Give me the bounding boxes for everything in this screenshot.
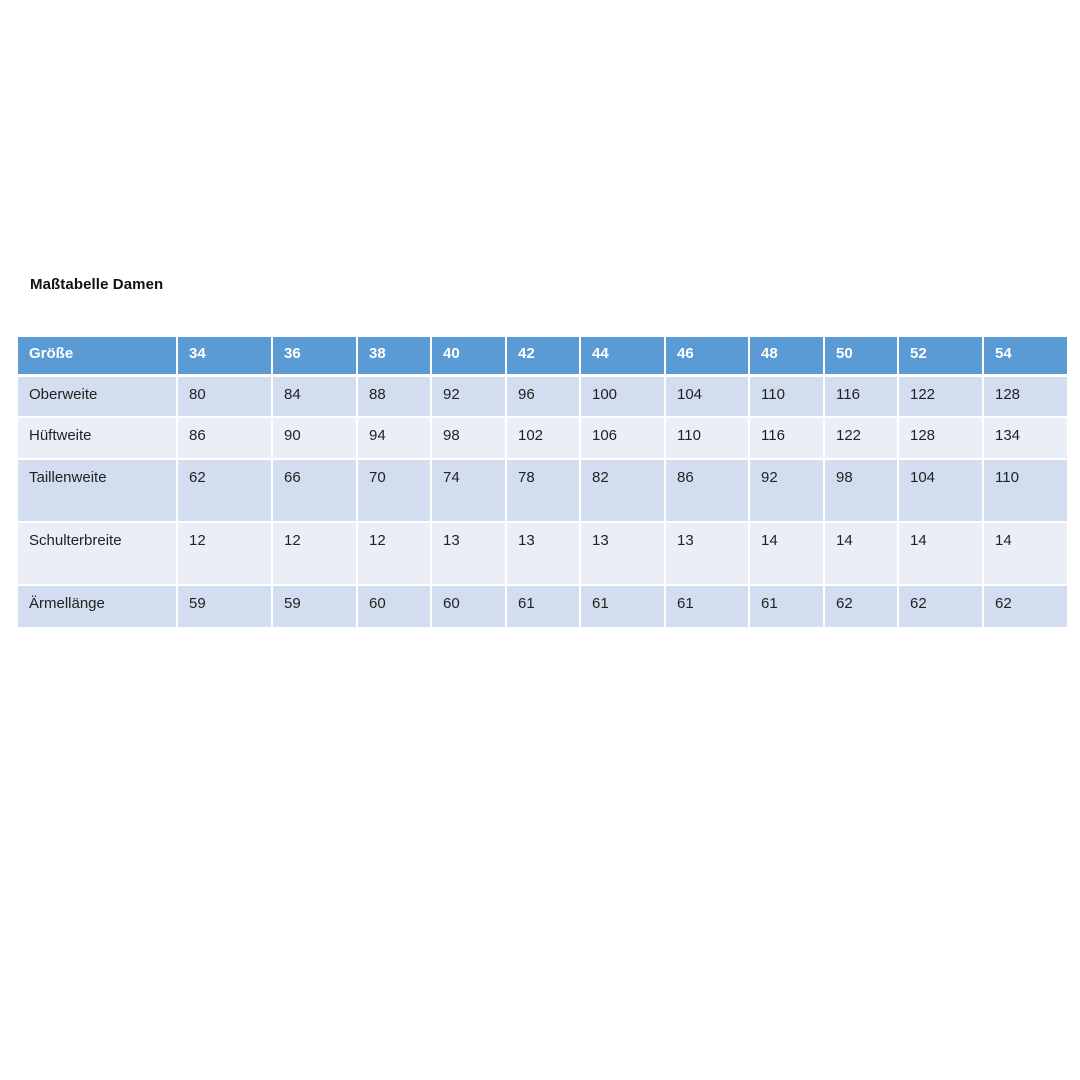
row-label: Ärmellänge <box>18 585 177 627</box>
table-cell: 90 <box>272 417 357 459</box>
table-row-oberweite <box>18 375 1067 417</box>
header-cell-size: 48 <box>749 337 824 375</box>
table-cell: 61 <box>665 585 749 627</box>
table-cell: 110 <box>749 375 824 417</box>
table-cell: 74 <box>431 459 506 522</box>
table-cell: 62 <box>983 585 1067 627</box>
table-cell: 66 <box>272 459 357 522</box>
table-cell: 14 <box>824 522 898 585</box>
header-cell-size: 50 <box>824 337 898 375</box>
table-cell: 12 <box>357 522 431 585</box>
table-cell: 110 <box>665 417 749 459</box>
table-cell: 122 <box>898 375 983 417</box>
table-cell: 59 <box>177 585 272 627</box>
table-cell: 94 <box>357 417 431 459</box>
table-cell: 13 <box>580 522 665 585</box>
table-cell: 86 <box>177 417 272 459</box>
table-body <box>18 375 1067 627</box>
table-cell: 60 <box>357 585 431 627</box>
table-cell: 61 <box>749 585 824 627</box>
table-cell: 80 <box>177 375 272 417</box>
table-cell: 12 <box>272 522 357 585</box>
table-cell: 134 <box>983 417 1067 459</box>
table-cell: 78 <box>506 459 580 522</box>
table-cell: 13 <box>431 522 506 585</box>
table-cell: 128 <box>898 417 983 459</box>
row-label: Schulterbreite <box>18 522 177 585</box>
table-cell: 104 <box>665 375 749 417</box>
table-header <box>18 337 1067 375</box>
table-cell: 92 <box>431 375 506 417</box>
header-cell-size: 54 <box>983 337 1067 375</box>
header-cell-size: 44 <box>580 337 665 375</box>
table-cell: 13 <box>506 522 580 585</box>
table-cell: 70 <box>357 459 431 522</box>
row-label: Oberweite <box>18 375 177 417</box>
table-cell: 110 <box>983 459 1067 522</box>
table-cell: 86 <box>665 459 749 522</box>
table-cell: 61 <box>506 585 580 627</box>
table-cell: 122 <box>824 417 898 459</box>
header-cell-size: 38 <box>357 337 431 375</box>
table-cell: 14 <box>983 522 1067 585</box>
table-cell: 98 <box>824 459 898 522</box>
table-cell: 62 <box>824 585 898 627</box>
table-cell: 100 <box>580 375 665 417</box>
header-cell-size: 36 <box>272 337 357 375</box>
table-row-aermellaenge <box>18 585 1067 627</box>
row-label: Taillenweite <box>18 459 177 522</box>
table-cell: 96 <box>506 375 580 417</box>
header-cell-size: 52 <box>898 337 983 375</box>
header-cell-size: 40 <box>431 337 506 375</box>
table-cell: 60 <box>431 585 506 627</box>
table-cell: 12 <box>177 522 272 585</box>
table-cell: 116 <box>824 375 898 417</box>
table-cell: 102 <box>506 417 580 459</box>
header-row <box>18 337 1067 375</box>
header-cell-size: 34 <box>177 337 272 375</box>
table-row-taillenweite <box>18 459 1067 522</box>
header-cell-size: 46 <box>665 337 749 375</box>
table-cell: 104 <box>898 459 983 522</box>
size-table <box>18 337 1067 627</box>
table-cell: 116 <box>749 417 824 459</box>
table-cell: 14 <box>749 522 824 585</box>
table-cell: 82 <box>580 459 665 522</box>
table-cell: 84 <box>272 375 357 417</box>
header-cell-size: 42 <box>506 337 580 375</box>
row-label: Hüftweite <box>18 417 177 459</box>
table-cell: 62 <box>177 459 272 522</box>
table-cell: 98 <box>431 417 506 459</box>
page-title: Maßtabelle Damen <box>30 276 164 293</box>
table-cell: 59 <box>272 585 357 627</box>
table-cell: 14 <box>898 522 983 585</box>
table-row-schulterbreite <box>18 522 1067 585</box>
table-cell: 13 <box>665 522 749 585</box>
table-cell: 88 <box>357 375 431 417</box>
table-cell: 92 <box>749 459 824 522</box>
table-cell: 128 <box>983 375 1067 417</box>
header-cell-size-label: Größe <box>18 337 177 375</box>
table-cell: 106 <box>580 417 665 459</box>
table-cell: 61 <box>580 585 665 627</box>
table-cell: 62 <box>898 585 983 627</box>
table-row-hueftweite <box>18 417 1067 459</box>
